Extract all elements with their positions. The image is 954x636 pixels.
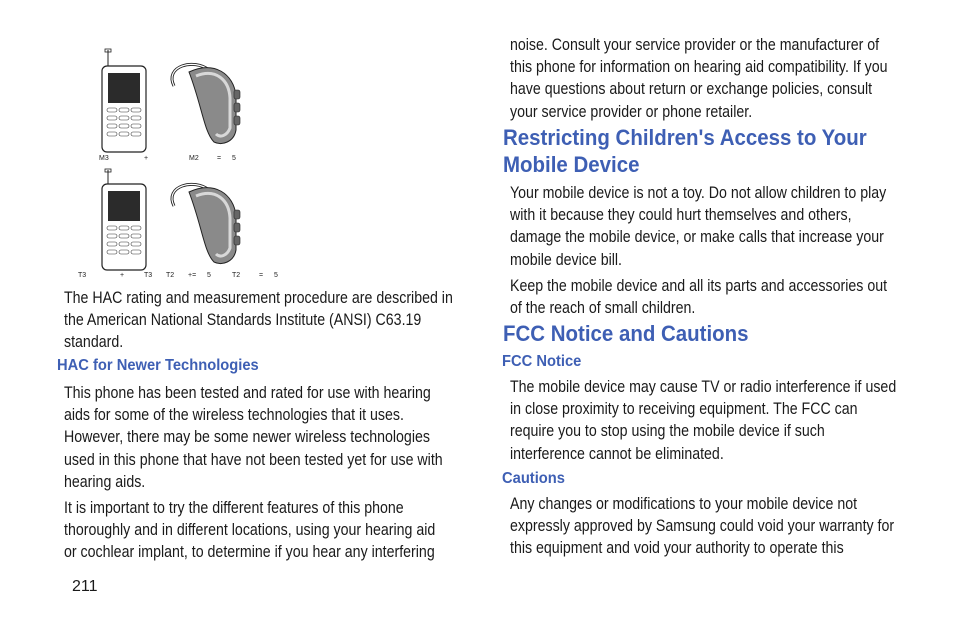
text-line: The HAC rating and measurement procedure are described in [64,289,453,307]
figure-label: = [259,272,264,279]
text-line: expressly approved by Samsung could void your warranty for [510,517,895,536]
figure-label: + [144,155,149,162]
text-line: require you to stop using the mobile device if such [510,422,825,441]
heading-restricting-children [503,124,912,178]
text-line: have questions about return or exchange policies, consult [510,80,873,99]
figure-label: M2 [189,155,199,162]
hac-paragraph-1 [64,382,477,493]
text-line: However, there may be some newer wireless technologies [64,428,430,447]
hearing-aid-icon [172,184,240,263]
text-line: or cochlear implant, to determine if you hear any interfering [64,543,435,562]
figure-label: 5 [274,272,278,279]
figure-label: += [188,272,197,279]
phone-icon [102,49,146,152]
text-line: this equipment and void your authority to operate this [510,539,844,558]
compatibility-paragraph [510,34,923,123]
text-line: mobile device bill. [510,250,623,269]
heading-fcc-notice-cautions: FCC Notice and Cautions [503,321,749,346]
figure-label: T3 [78,272,87,279]
text-line: this phone for information on hearing aid compatibility. If you [510,58,888,77]
text-line: interference cannot be eliminated. [510,444,724,463]
text-line: your service provider or phone retailer. [510,102,753,121]
heading-line: Restricting Children's Access to Your [503,125,867,150]
text-line: Any changes or modifications to your mobile device not [510,495,858,513]
fcc-paragraph [510,376,923,465]
text-line: used in this phone that have not been tested yet for use with [64,450,443,469]
right-column [477,0,954,636]
figure-label: T2 [232,272,241,279]
text-line: the American National Standards Institute (ANSI) C63.19 [64,311,422,330]
text-line: Keep the mobile device and all its parts and accessories out [510,277,888,295]
text-line: noise. Consult your service provider or the manufacturer of [510,36,880,54]
hac-intro-paragraph [64,287,477,354]
text-line: It is important to try the different features of this phone [64,499,404,517]
text-line: This phone has been tested and rated for use with hearing [64,384,431,402]
figure-label: 5 [232,155,236,162]
figure-label: + [120,272,125,279]
text-line: with it because they could hurt themselves and others, [510,206,852,225]
cautions-paragraph [510,493,923,560]
heading-line: Mobile Device [503,152,640,177]
figure-label: M3 [99,155,109,162]
figure-label: = [217,155,222,162]
text-line: in close proximity to receiving equipment. The FCC can [510,400,858,419]
text-line: damage the mobile device, or make calls that increase your [510,228,884,247]
text-line: standard. [64,333,124,352]
text-line: hearing aids. [64,472,146,491]
text-line: of the reach of small children. [510,299,696,318]
figure-label: T2 [166,272,175,279]
subheading-fcc-notice: FCC Notice [502,353,582,370]
children-paragraph-1 [510,182,923,271]
subheading-cautions: Cautions [502,470,565,487]
text-line: thoroughly and in different locations, using your hearing aid [64,521,436,540]
text-line: aids for some of the wireless technologies that it uses. [64,406,404,425]
hearing-aid-icon [172,64,240,143]
phone-icon [102,169,146,270]
page-number: 211 [72,578,98,595]
text-line: The mobile device may cause TV or radio interference if used [510,378,897,396]
hac-paragraph-2 [64,497,477,564]
children-paragraph-2 [510,275,923,319]
text-line: Your mobile device is not a toy. Do not allow children to play [510,184,887,202]
figure-label: 5 [207,272,211,279]
hac-rating-figure [74,46,304,284]
figure-label: T3 [144,272,153,279]
heading-hac-newer-technologies: HAC for Newer Technologies [57,357,259,374]
